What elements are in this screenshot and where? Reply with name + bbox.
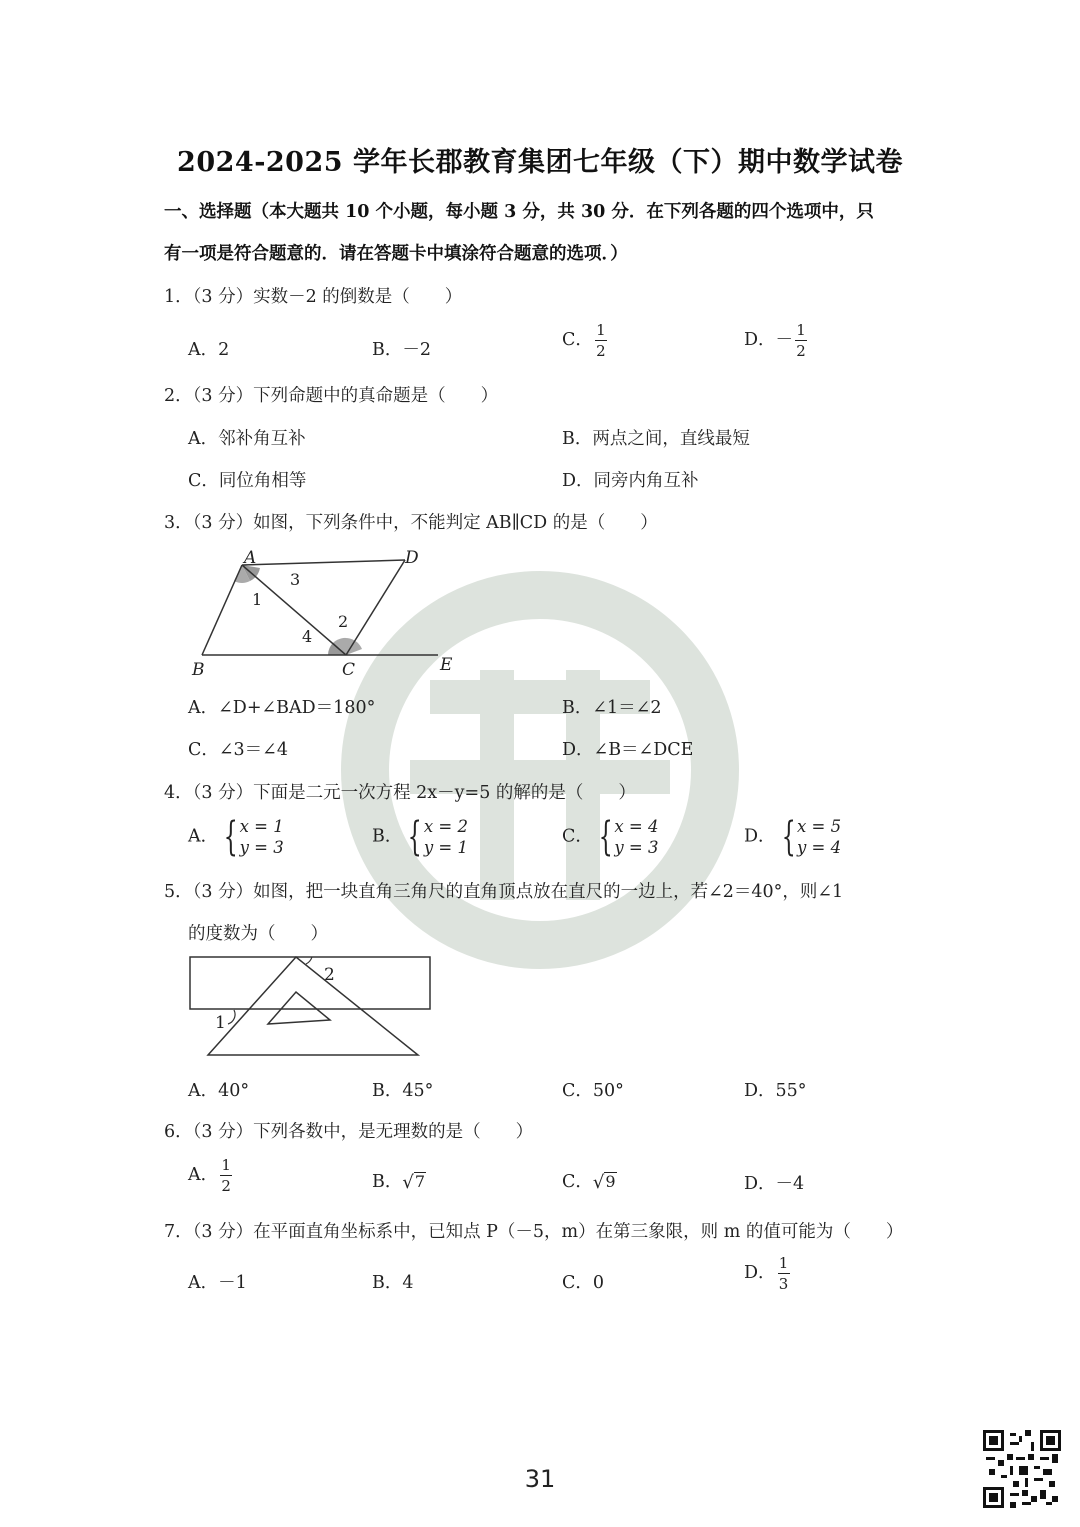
q3-label-2: 2	[338, 612, 349, 631]
q1-option-a: A．2	[188, 340, 230, 360]
q7-option-a: A．－1	[188, 1273, 247, 1293]
q2-option-c: C．同位角相等	[188, 471, 307, 491]
q3-label-4: 4	[302, 627, 313, 646]
qr-code-icon[interactable]	[983, 1430, 1061, 1508]
q5-option-d: D．55°	[744, 1081, 807, 1101]
question-4-stem: 4．（3 分）下面是二元一次方程 2x－y=5 的解的是（ ）	[164, 783, 636, 803]
q6-option-b: B． √ 7	[372, 1172, 426, 1193]
q3-label-d: D	[405, 548, 419, 568]
q7-option-d: D． $\frac{1}{3}$	[744, 1254, 789, 1294]
section-heading-line2: 有一项是符合题意的．请在答题卡中填涂符合题意的选项．）	[164, 244, 628, 264]
q2-option-a: A．邻补角互补	[188, 429, 306, 449]
section-heading-line1: 一、选择题（本大题共 10 个小题，每小题 3 分，共 30 分．在下列各题的四个选项中，只	[164, 202, 874, 222]
q1-option-d: D．－ $\frac{1}{2}$	[744, 321, 806, 361]
q3-label-e: E	[440, 655, 453, 675]
q6-option-a: A． $\frac{1}{2}$	[188, 1156, 231, 1196]
exam-title: 2024-2025 学年长郡教育集团七年级（下）期中数学试卷	[177, 147, 903, 178]
q4-option-b: B． { x = 2 y = 1	[372, 814, 468, 860]
q7-option-c: C．0	[562, 1273, 605, 1293]
q5-option-b: B．45°	[372, 1081, 434, 1101]
q5-option-c: C．50°	[562, 1081, 624, 1101]
q4-option-a: A． { x = 1 y = 3	[188, 814, 284, 860]
question-2-stem: 2．（3 分）下列命题中的真命题是（ ）	[164, 386, 499, 406]
q5-label-1: 1	[215, 1013, 226, 1033]
question-3-stem: 3．（3 分）如图，下列条件中，不能判定 AB∥CD 的是（ ）	[164, 513, 658, 533]
question-6-stem: 6．（3 分）下列各数中，是无理数的是（ ）	[164, 1122, 534, 1142]
q3-option-c: C．∠3＝∠4	[188, 740, 288, 760]
q3-parallelogram-figure	[190, 545, 460, 680]
q3-label-b: B	[192, 660, 205, 680]
q3-label-1: 1	[252, 590, 263, 609]
q3-option-b: B．∠1＝∠2	[562, 698, 662, 718]
question-1-stem: 1．（3 分）实数－2 的倒数是（ ）	[164, 287, 463, 307]
q3-label-3: 3	[290, 570, 301, 589]
q5-ruler-triangle-figure	[188, 952, 436, 1062]
page-number: 31	[524, 1465, 556, 1493]
question-7-stem: 7．（3 分）在平面直角坐标系中，已知点 P（－5，m）在第三象限，则 m 的值可能为（ ）	[164, 1222, 904, 1242]
q3-label-c: C	[342, 660, 356, 680]
q5-label-2: 2	[324, 965, 335, 985]
q2-option-d: D．同旁内角互补	[562, 471, 699, 491]
q3-label-a: A	[244, 548, 257, 568]
q1-option-c: C． $\frac{1}{2}$	[562, 321, 606, 361]
q6-option-c: C． √ 9	[562, 1172, 616, 1193]
q3-option-a: A．∠D+∠BAD＝180°	[188, 698, 376, 718]
question-5-stem-line1: 5．（3 分）如图，把一块直角三角尺的直角顶点放在直尺的一边上，若∠2＝40°，则∠1	[164, 882, 844, 902]
q3-option-d: D．∠B＝∠DCE	[562, 740, 694, 760]
q4-option-c: C． { x = 4 y = 3	[562, 814, 659, 860]
q2-option-b: B．两点之间，直线最短	[562, 429, 750, 449]
q4-option-d: D． { x = 5 y = 4	[744, 814, 842, 860]
q1-option-b: B．－2	[372, 340, 431, 360]
q5-option-a: A．40°	[188, 1081, 250, 1101]
question-5-stem-line2: 的度数为（ ）	[188, 924, 328, 944]
q6-option-d: D．－4	[744, 1174, 805, 1194]
q7-option-b: B．4	[372, 1273, 414, 1293]
